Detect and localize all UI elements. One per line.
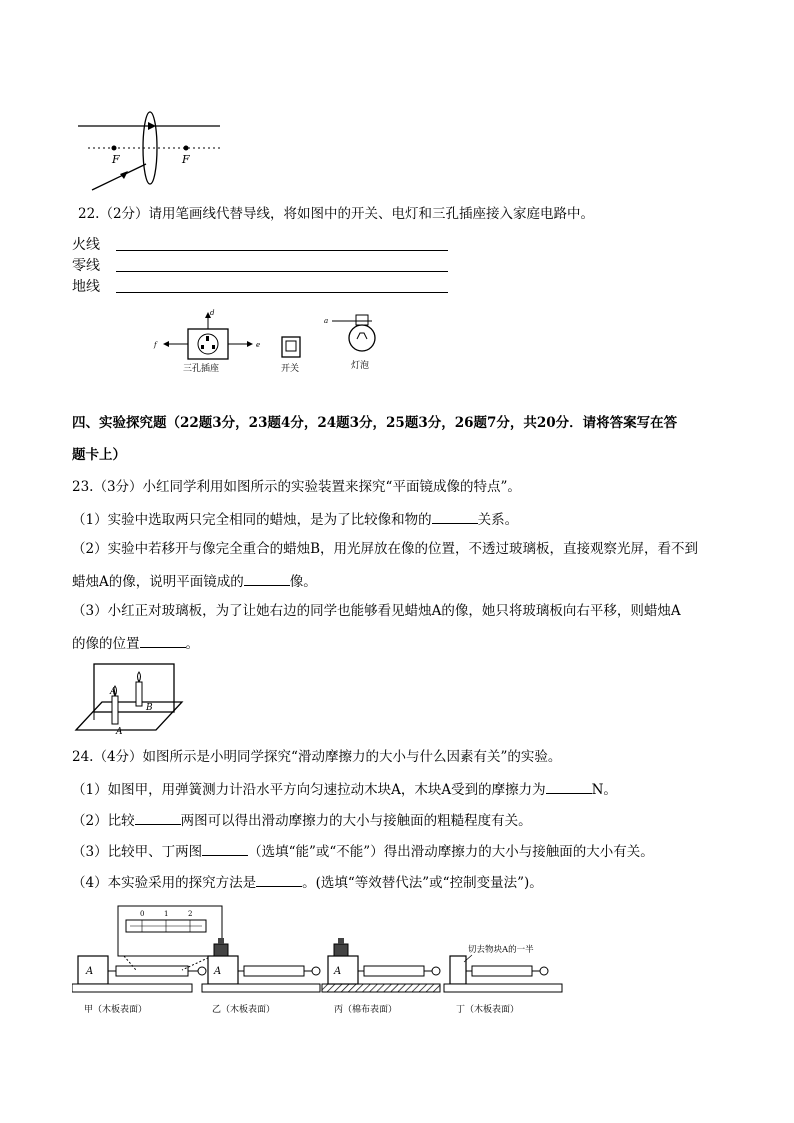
q24-answer-blank-4[interactable] (256, 872, 302, 887)
scale-tick-2: 2 (188, 910, 193, 918)
q23-part3-text: 的像的位置 (72, 636, 140, 652)
q24-part4-text: （4）本实验采用的探究方法是 (72, 875, 257, 891)
caption-bing: 丙（棉布表面） (334, 1005, 398, 1015)
half-block-ding (450, 956, 466, 984)
caption-yi: 乙（木板表面） (212, 1005, 276, 1015)
q23-answer-blank-3[interactable] (140, 633, 186, 648)
scale-tick-0: 0 (140, 910, 145, 918)
q24-part1-suffix: N。 (591, 782, 617, 798)
q23-part1-text: （1）实验中选取两只完全相同的蜡烛，是为了比较像和物的 (72, 512, 432, 528)
light-bulb (332, 315, 375, 351)
scale-tick-1: 1 (164, 910, 169, 918)
q24-answer-blank-2[interactable] (135, 810, 181, 825)
block-a-yi (208, 956, 238, 984)
socket-label: 三孔插座 (183, 364, 220, 374)
incident-ray-oblique (92, 164, 146, 190)
figure-jia (72, 906, 222, 1015)
block-label-bing: A (334, 966, 342, 977)
q24-part4 (72, 872, 543, 892)
friction-experiment-figure (72, 900, 592, 1022)
wire-live (116, 250, 448, 251)
label-candle-b: B (146, 703, 153, 713)
q23-part3-line2 (72, 633, 199, 653)
q23-part2-line2 (72, 571, 317, 591)
q24-part4-suffix: 。(选填“等效替代法”或“控制变量法”)。 (302, 875, 543, 891)
figure-ding (444, 944, 562, 1015)
q24-answer-blank-1[interactable] (546, 779, 592, 794)
q23-stem: 23.（3分）小红同学利用如图所示的实验装置来探究“平面镜成像的特点”。 (72, 479, 521, 495)
q23-part3-line1: （3）小红正对玻璃板，为了让她右边的同学也能够看见蜡烛A的像，她只将玻璃板向右平移，则蜡烛A (72, 603, 681, 619)
wire-neutral (116, 271, 448, 272)
weight-yi (214, 944, 228, 956)
candle-b (136, 682, 142, 706)
q23-answer-blank-1[interactable] (432, 509, 478, 524)
q24-part1-text: （1）如图甲，用弹簧测力计沿水平方向匀速拉动木块A，木块A受到的摩擦力为 (72, 782, 546, 798)
q24-part3-text: （3）比较甲、丁两图 (72, 844, 203, 860)
candle-a (112, 696, 118, 724)
q24-part2-text: （2）比较 (72, 813, 135, 829)
focus-point-left (112, 146, 117, 151)
q23-part1-suffix: 关系。 (477, 512, 519, 528)
label-candle-a-bottom: A (116, 727, 123, 737)
q24-answer-blank-3[interactable] (202, 841, 248, 856)
terminal-label-a: a (324, 317, 329, 325)
caption-ding: 丁（木板表面） (456, 1005, 520, 1015)
q24-stem: 24.（4分）如图所示是小明同学探究“滑动摩擦力的大小与什么因素有关”的实验。 (72, 749, 562, 765)
label-candle-a-top: A (110, 687, 117, 697)
weight-bing (334, 944, 348, 956)
circuit-components-figure (150, 305, 390, 377)
spring-scale-ding (472, 966, 532, 976)
table-surface (76, 702, 182, 730)
caption-jia: 甲（木板表面） (84, 1005, 148, 1015)
q24-part1 (72, 779, 617, 799)
focus-label-right: F (182, 153, 190, 166)
cotton-surface (322, 984, 440, 992)
wire-label-neutral: 零线 (72, 258, 100, 274)
lens-ray-diagram (70, 110, 230, 200)
q24-part3 (72, 841, 654, 861)
block-a-bing (328, 956, 358, 984)
switch-label: 开关 (281, 364, 300, 374)
terminal-label-e: e (256, 341, 261, 349)
spring-scale-jia (116, 966, 188, 976)
q24-part2-suffix: 两图可以得出滑动摩擦力的大小与接触面的粗糙程度有关。 (180, 813, 532, 829)
q23-answer-blank-2[interactable] (244, 571, 290, 586)
note-ding: 切去物块A的一半 (468, 945, 534, 955)
q23-part2-suffix: 像。 (289, 574, 317, 590)
q24-part2 (72, 810, 532, 830)
three-pin-socket (163, 312, 253, 359)
bulb-label: 灯泡 (351, 361, 370, 371)
wire-label-ground: 地线 (72, 279, 100, 295)
figure-yi (202, 938, 320, 1015)
glass-plate (94, 664, 174, 712)
q23-part1 (72, 509, 518, 529)
block-label-yi: A (214, 966, 222, 977)
section-heading-line2: 题卡上） (72, 447, 126, 463)
block-label-jia: A (86, 966, 94, 977)
wire-ground (116, 292, 448, 293)
spring-scale-bing (364, 966, 424, 976)
switch (282, 337, 300, 357)
q23-part3-suffix: 。 (185, 636, 199, 652)
focus-label-left: F (112, 153, 120, 166)
q22-stem: 22.（2分）请用笔画线代替导线，将如图中的开关、电灯和三孔插座接入家庭电路中。 (78, 206, 595, 222)
terminal-label-d: d (210, 309, 215, 317)
spring-scale-yi (244, 966, 304, 976)
plane-mirror-figure (72, 660, 192, 738)
section-heading-line1: 四、实验探究题（22题3分，23题4分，24题3分，25题3分，26题7分，共20分．请将答案写在答 (72, 415, 678, 431)
figure-bing (322, 938, 440, 1015)
q23-part2-text: 蜡烛A的像，说明平面镜成的 (72, 574, 244, 590)
focus-point-right (184, 146, 189, 151)
q23-part2-line1: （2）实验中若移开与像完全重合的蜡烛B，用光屏放在像的位置，不透过玻璃板，直接观察光屏，看不到 (72, 541, 699, 557)
wire-label-live: 火线 (72, 237, 100, 253)
terminal-label-f: f (154, 341, 157, 349)
q24-part3-suffix: （选填“能”或“不能”）得出滑动摩擦力的大小与接触面的大小有关。 (248, 844, 654, 860)
